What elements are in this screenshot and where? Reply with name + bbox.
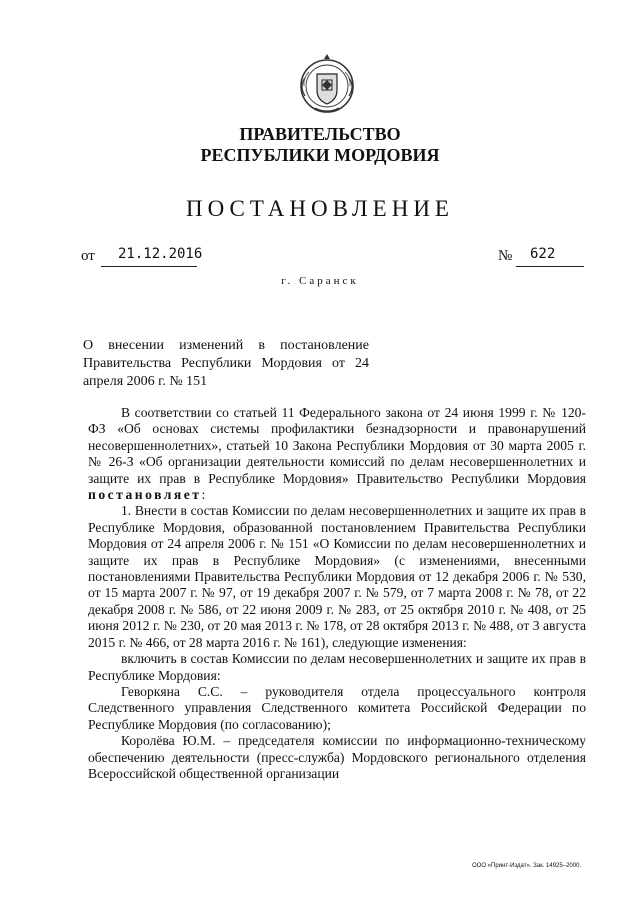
document-type: ПОСТАНОВЛЕНИЕ xyxy=(186,196,454,221)
printer-imprint: ООО «Принт-Издат». Зак. 14925–2000. xyxy=(472,863,582,869)
preamble-paragraph xyxy=(88,405,586,503)
resolves-word: постановляет xyxy=(88,487,202,503)
date-label: от xyxy=(81,248,95,264)
decree-number: 622 xyxy=(530,246,556,262)
government-title-line2: РЕСПУБЛИКИ МОРДОВИЯ xyxy=(200,145,440,165)
decree-subject: О внесении изменений в постановление Правительства Республики Мордовия от 24 апреля 2006 г. № 151 xyxy=(83,338,369,389)
decree-date: 21.12.2016 xyxy=(118,246,203,262)
clause-1-paragraph: 1. Внести в состав Комиссии по делам несовершеннолетних и защите их прав в Республике Мордовия, образованной постановлением Правительства Республики Мордовия от 24 апреля 2006 г. № 151 «О Комиссии по делам несовершеннолетних и защите их прав в Республике Мордовия» (с изменениями, внесенными постановлениями Правительства Республики Мордовия от 12 декабря 2006 г. № 530, от 15 марта 2007 г. № 97, от 19 декабря 2007 г. № 579, от 7 марта 2008 г. № 78, от 22 декабря 2008 г. № 586, от 22 июня 2009 г. № 283, от 25 октября 2010 г. № 408, от 25 июня 2012 г. № 230, от 20 мая 2013 г. № 178, от 28 октября 2013 г. № 488, от 3 августа 2015 г. № 466, от 28 марта 2016 г. № 161), следующие изменения: xyxy=(88,503,586,650)
member-korolev-paragraph: Королёва Ю.М. – председателя комиссии по информационно-техническому обеспечению деятельности (пресс-служба) Мордовского регионального отделения Всероссийской общественной организации xyxy=(88,733,586,781)
decree-body xyxy=(88,405,586,782)
government-title-line1: ПРАВИТЕЛЬСТВО xyxy=(239,124,401,144)
number-label: № xyxy=(498,248,513,264)
preamble-text: В соответствии со статьей 11 Федерального закона от 24 июня 1999 г. № 120-ФЗ «Об основах системы профилактики безнадзорности и правонарушений несовершеннолетних», статьей 10 Закона Республики Мордовия от 30 марта 2005 г. № 26-З «Об организации деятельности комиссий по делам несовершеннолетних и защите их прав в Республике Мордовия» Правительство Республики Мордовия xyxy=(88,405,586,486)
city-name: г. Саранск xyxy=(281,275,359,287)
preamble-end: : xyxy=(201,487,206,503)
coat-of-arms-icon xyxy=(297,52,357,116)
member-gevorkyan-paragraph: Геворкяна С.С. – руководителя отдела процессуального контроля Следственного управления Следственного комитета Российской Федерации по Республике Мордовия (по согласованию); xyxy=(88,683,586,732)
government-title xyxy=(0,124,640,166)
include-paragraph: включить в состав Комиссии по делам несовершеннолетних и защите их прав в Республике Мордовия: xyxy=(88,651,586,683)
